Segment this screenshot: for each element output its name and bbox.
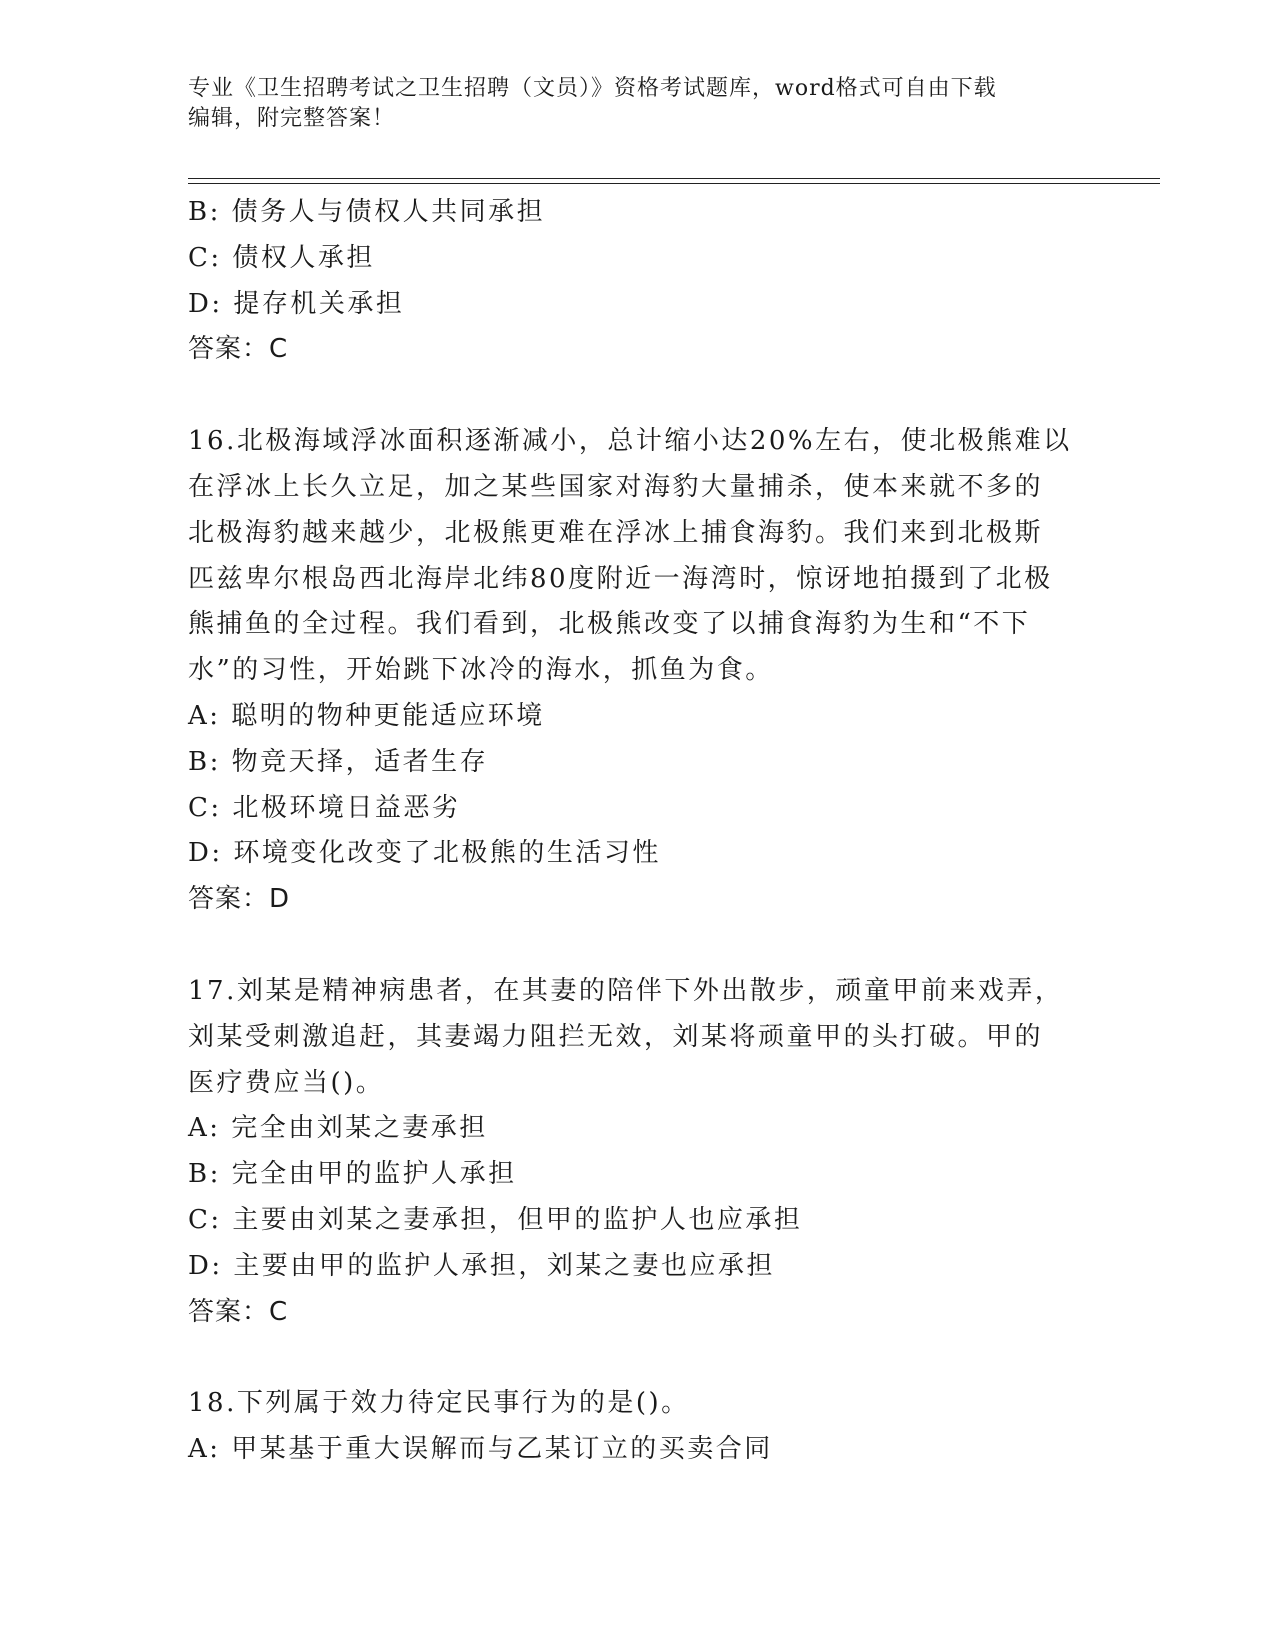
option-c: C: 北极环境日益恶劣	[188, 792, 461, 823]
question-text-line: 医疗费应当()。	[188, 1067, 385, 1098]
question-text-line: 刘某受刺激追赶，其妻竭力阻拦无效，刘某将顽童甲的头打破。甲的	[188, 1021, 1044, 1052]
option-d: D: 环境变化改变了北极熊的生活习性	[188, 838, 661, 869]
option-a: A: 聪明的物种更能适应环境	[188, 700, 545, 731]
answer-line: 答案：C	[188, 334, 289, 365]
question-16	[188, 419, 1088, 923]
option-a: A: 甲某基于重大误解而与乙某订立的买卖合同	[188, 1434, 773, 1465]
question-text-line: 匹兹卑尔根岛西北海岸北纬80度附近一海湾时，惊讶地拍摄到了北极	[188, 563, 1053, 594]
header-divider-top	[188, 178, 1160, 179]
spacer	[188, 1335, 1088, 1381]
question-text-line: 18.下列属于效力待定民事行为的是()。	[188, 1388, 690, 1419]
question-15	[188, 190, 1088, 373]
option-b: B: 债务人与债权人共同承担	[188, 197, 546, 227]
header-line-1: 专业《卫生招聘考试之卫生招聘（文员）》资格考试题库，word格式可自由下载	[188, 76, 997, 101]
option-b: B: 物竞天择，适者生存	[188, 746, 489, 777]
option-c: C: 主要由刘某之妻承担，但甲的监护人也应承担	[188, 1204, 803, 1235]
document-header	[188, 74, 1068, 134]
option-d: D: 主要由甲的监护人承担，刘某之妻也应承担	[188, 1250, 775, 1281]
question-text-line: 16.北极海域浮冰面积逐渐减小，总计缩小达20%左右，使北极熊难以	[188, 426, 1072, 457]
question-18	[188, 1381, 1088, 1473]
question-text-line: 北极海豹越来越少，北极熊更难在浮冰上捕食海豹。我们来到北极斯	[188, 517, 1044, 548]
spacer	[188, 923, 1088, 969]
question-17	[188, 969, 1088, 1335]
option-d: D: 提存机关承担	[188, 288, 405, 319]
answer-line: 答案：C	[188, 1296, 289, 1327]
option-c: C: 债权人承担	[188, 242, 375, 273]
answer-line: 答案：D	[188, 884, 291, 915]
option-a: A: 完全由刘某之妻承担	[188, 1113, 488, 1144]
spacer	[188, 373, 1088, 419]
question-text-line: 熊捕鱼的全过程。我们看到，北极熊改变了以捕食海豹为生和“不下	[188, 609, 1031, 640]
question-text-line: 水”的习性，开始跳下冰冷的海水，抓鱼为食。	[188, 655, 774, 686]
question-content	[188, 190, 1088, 1473]
header-divider-bottom	[188, 183, 1160, 184]
question-text-line: 在浮冰上长久立足，加之某些国家对海豹大量捕杀，使本来就不多的	[188, 471, 1044, 502]
question-text-line: 17.刘某是精神病患者，在其妻的陪伴下外出散步，顽童甲前来戏弄，	[188, 975, 1064, 1006]
option-b: B: 完全由甲的监护人承担	[188, 1159, 517, 1190]
header-line-2: 编辑，附完整答案！	[188, 106, 396, 131]
